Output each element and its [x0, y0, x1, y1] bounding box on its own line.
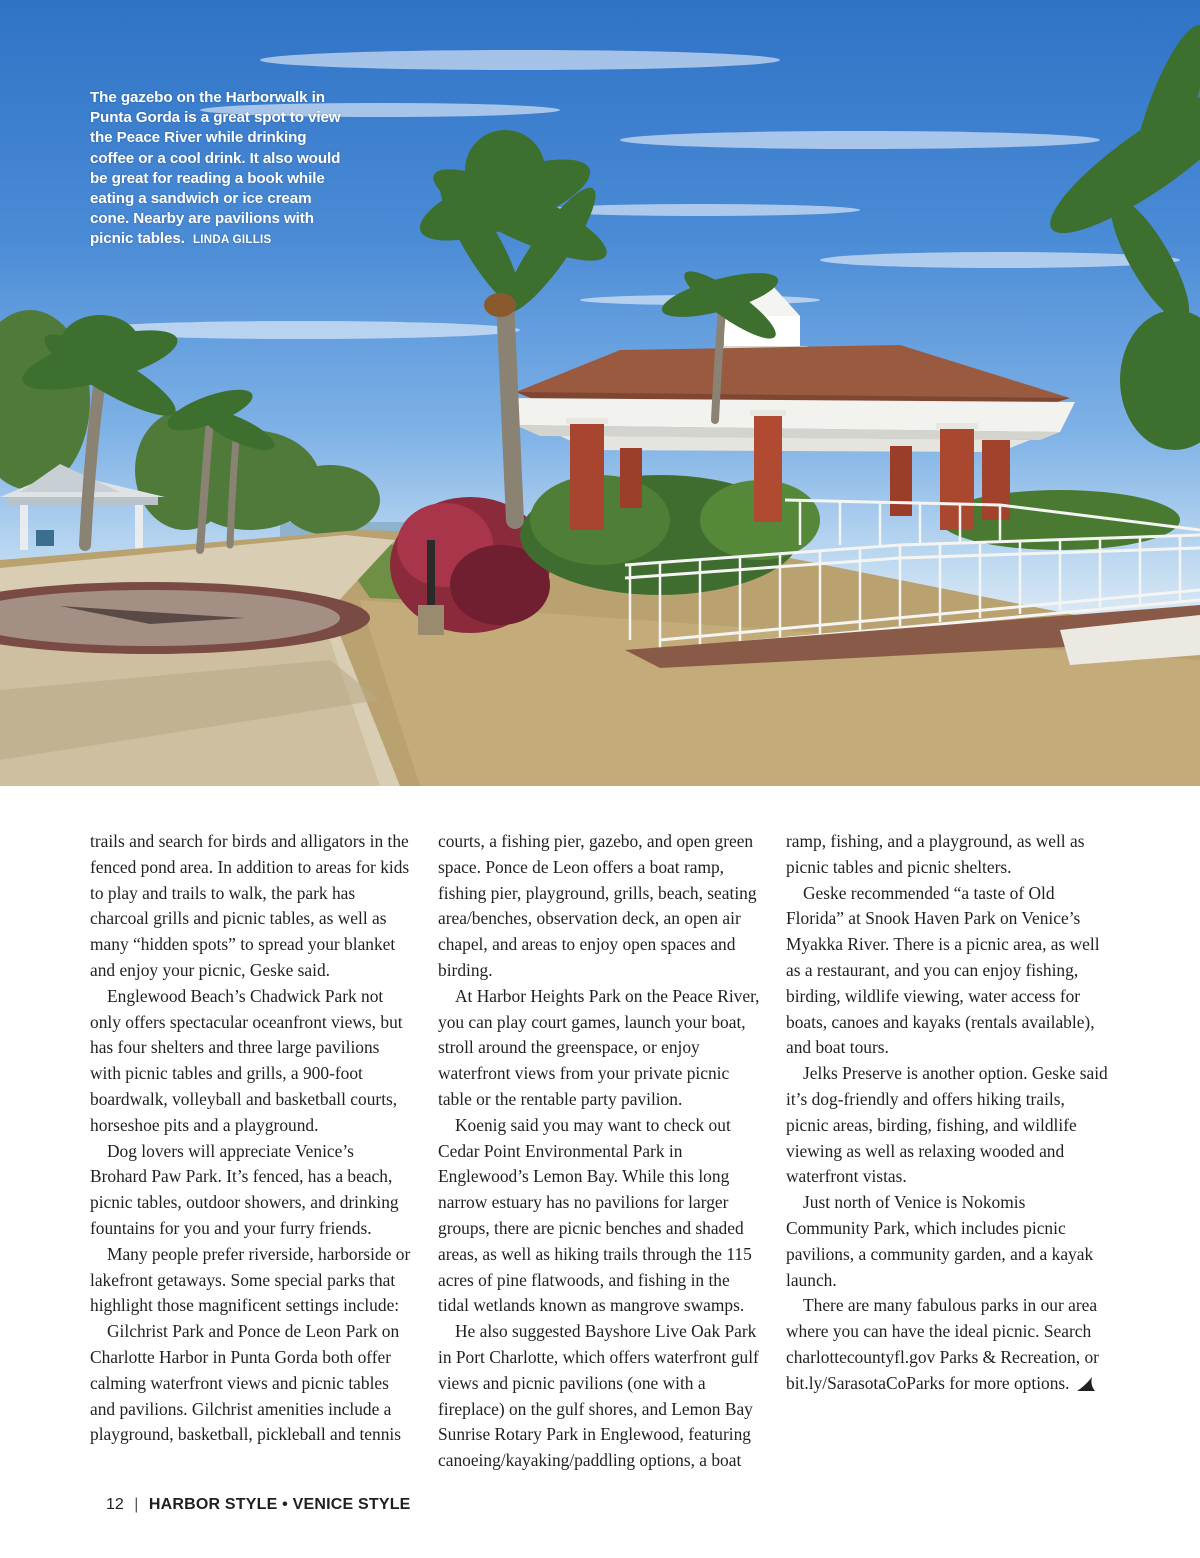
article-paragraph — [90, 829, 414, 984]
photo-credit: LINDA GILLIS — [192, 234, 272, 247]
paragraph-text: Dog lovers will appreciate Venice’s Brohard Paw Park. It’s fenced, has a beach, picnic tables, outdoor showers, and drinking fountains for you and your furry friends. — [90, 1140, 399, 1238]
footer-separator: | — [134, 1496, 139, 1513]
article-paragraph — [786, 881, 1110, 1062]
paragraph-text: trails and search for birds and alligators in the fenced pond area. In addition to areas for kids to play and trails to walk, the park has charcoal grills and picnic tables, as well as many “hidden spots” to spread your blanket and enjoy your picnic, Geske said. — [90, 831, 410, 980]
article-paragraph — [90, 1242, 414, 1319]
article-paragraph — [438, 829, 762, 984]
paragraph-text: courts, a fishing pier, gazebo, and open green space. Ponce de Leon offers a boat ramp, fishing pier, playground, grills, beach, seating area/benches, observation deck, an open air chapel, and areas to enjoy open spaces and birding. — [438, 831, 757, 980]
paragraph-text: Just north of Venice is Nokomis Community Park, which includes picnic pavilions, a community garden, and a kayak launch. — [786, 1192, 1094, 1290]
paragraph-text: ramp, fishing, and a playground, as well as picnic tables and picnic shelters. — [786, 831, 1085, 877]
article-paragraph — [438, 1319, 762, 1474]
article-paragraph — [438, 984, 762, 1113]
paragraph-text: He also suggested Bayshore Live Oak Park in Port Charlotte, which offers waterfront gulf views and picnic pavilions (one with a fireplace) on the gulf shores, and Lemon Bay Sunrise Rotary Park in Englewood, featuring canoeing/kayaking/paddling options, a boat — [438, 1321, 759, 1471]
article-paragraph — [438, 1113, 762, 1319]
paragraph-text: At Harbor Heights Park on the Peace River, you can play court games, launch your boat, stroll around the greenspace, or enjoy waterfront views from your private picnic table or the rentable party pavilion. — [438, 985, 760, 1109]
article-paragraph — [786, 829, 1110, 881]
article-paragraph — [786, 1190, 1110, 1293]
photo-caption-text: The gazebo on the Harborwalk in Punta Gorda is a great spot to view the Peace River while drinking coffee or a cool drink. It also would be great for reading a book while eating a sandwich or ice cream cone. Nearby are pavilions with picnic tables. — [90, 89, 341, 248]
page-footer — [106, 1496, 411, 1514]
article-column-1 — [90, 829, 414, 1448]
paragraph-text: There are many fabulous parks in our area where you can have the ideal picnic. Search charlottecountyfl.gov Parks & Recreation, or bit.ly/SarasotaCoParks for more options. — [786, 1295, 1099, 1393]
shark-fin-icon — [1076, 1376, 1096, 1392]
article-paragraph — [786, 1061, 1110, 1190]
paragraph-text: Gilchrist Park and Ponce de Leon Park on Charlotte Harbor in Punta Gorda both offer calming waterfront views and picnic tables and pavilions. Gilchrist amenities include a playground, basketball, pickleball and tennis — [90, 1321, 402, 1445]
paragraph-text: Jelks Preserve is another option. Geske said it’s dog-friendly and offers hiking trails, picnic areas, birding, fishing, and wildlife viewing as well as relaxing wooded and waterfront vistas. — [786, 1063, 1108, 1187]
article-column-3 — [786, 829, 1110, 1397]
publication-name: HARBOR STYLE • VENICE STYLE — [148, 1496, 411, 1513]
paragraph-text: Geske recommended “a taste of Old Florida” at Snook Haven Park on Venice’s Myakka River. There is a picnic area, as well as a restaurant, and you can enjoy fishing, birding, wildlife viewing, water access for boats, canoes and kayaks (rentals available), and boat tours. — [786, 882, 1100, 1058]
paragraph-text: Koenig said you may want to check out Cedar Point Environmental Park in Englewood’s Lemon Bay. While this long narrow estuary has no pavilions for larger groups, there are picnic benches and shaded areas, as well as hiking trails through the 115 acres of pine flatwoods, and fishing in the tidal wetlands known as mangrove swamps. — [438, 1114, 752, 1316]
photo-caption — [90, 88, 352, 251]
paragraph-text: Englewood Beach’s Chadwick Park not only offers spectacular oceanfront views, but has four shelters and three large pavilions with picnic tables and grills, a 900-foot boardwalk, volleyball and basketball courts, horseshoe pits and a playground. — [90, 985, 403, 1135]
paragraph-text: Many people prefer riverside, harborside or lakefront getaways. Some special parks that highlight those magnificent settings include: — [90, 1243, 411, 1316]
article-paragraph — [90, 1319, 414, 1448]
article-paragraph — [90, 1139, 414, 1242]
article-paragraph — [90, 984, 414, 1139]
article-paragraph — [786, 1293, 1110, 1396]
page-number: 12 — [106, 1496, 124, 1513]
article-column-2 — [438, 829, 762, 1474]
